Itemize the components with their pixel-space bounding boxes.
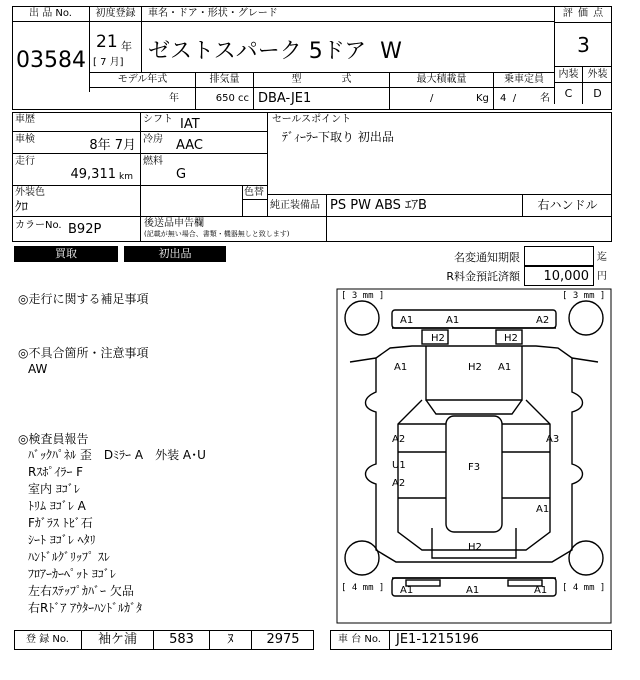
mark-front-bumper-center: A1	[446, 315, 460, 326]
inspector-label: ◎検査員報告	[18, 432, 89, 446]
first-reg-year-unit: 年	[121, 40, 132, 53]
hood	[426, 346, 522, 400]
inspector-line: 左右ｽﾃｯﾌﾟｶﾊﾞｰ 欠品	[28, 584, 134, 598]
capacity-value: 4 /	[500, 93, 517, 104]
capacity-label: 乗車定員	[504, 74, 544, 85]
shift-label: シフト	[143, 114, 173, 125]
exterior-grade: D	[583, 82, 612, 104]
mark-right-rear-door: A1	[536, 504, 550, 515]
equipment-label: 純正装備品	[270, 200, 320, 211]
inspection-label: 車検	[15, 134, 35, 145]
inspector-line: Rｽﾎﾟｲﾗｰ F	[28, 465, 84, 479]
ext-color-label: 外装色	[15, 187, 45, 198]
mark-front-bumper-right: A2	[536, 315, 550, 326]
mark-back-door: H2	[468, 542, 482, 553]
model-year-value: 年	[90, 88, 196, 110]
color-change-label: 色替	[244, 187, 264, 198]
mileage-unit: km	[119, 172, 133, 182]
defects-value: AW	[28, 362, 48, 376]
inspector-line: 室内 ﾖｺﾞﾚ	[28, 482, 80, 496]
chassis-label: 車 台 No.	[330, 630, 390, 650]
shift-value: IAT	[180, 117, 200, 132]
interior-label: 内装	[554, 66, 583, 82]
mark-headlight-right: H2	[504, 333, 518, 344]
mark-roof: F3	[468, 462, 481, 473]
exterior-label: 外装	[583, 66, 612, 82]
inspector-line: ﾊﾝﾄﾞﾙｸﾞﾘｯﾌﾟ ｽﾚ	[28, 550, 110, 564]
tyre-depth-top-left: [ 3 mm ]	[341, 291, 385, 301]
displacement-value: 650 cc	[196, 88, 254, 110]
docs-end-divider	[326, 216, 327, 242]
equipment-divider	[326, 194, 327, 216]
car-name: ゼストスパーク 5ドア W	[148, 39, 402, 64]
mileage-value: 49,311	[70, 167, 116, 182]
first-reg-label: 初度登録	[90, 6, 142, 22]
displacement-label: 排気量	[196, 73, 254, 88]
type-value: DBA-JE1	[254, 88, 390, 110]
inspector-lines	[28, 447, 318, 617]
driving-remarks-label: ◎走行に関する補足事項	[18, 292, 149, 306]
lot-label: 出 品 No.	[12, 6, 90, 22]
tyre-front-left-icon	[345, 301, 379, 335]
score-label: 評 価 点	[554, 6, 612, 22]
purchase-badge: 買取	[14, 246, 118, 262]
mark-headlight-left: H2	[431, 333, 445, 344]
reg-kana: ﾇ	[210, 630, 252, 650]
equipment-value: PS PW ABS ｴｱB	[330, 198, 427, 213]
inspector-line: ﾌﾛｱｰｶｰﾍﾟｯﾄ ﾖｺﾞﾚ	[28, 567, 116, 581]
reg-class: 583	[154, 630, 210, 650]
docs-divider	[140, 216, 141, 242]
handle-value: 右ハンドル	[537, 198, 598, 212]
mark-front-bumper-left: A1	[400, 315, 414, 326]
tyre-rear-right-icon	[569, 541, 603, 575]
inspector-line: ｼｰﾄ ﾖｺﾞﾚ ﾍﾀﾘ	[28, 533, 96, 547]
interior-grade: C	[554, 82, 583, 104]
max-load-unit: Kg	[476, 93, 489, 104]
first-reg-year: 21	[96, 32, 118, 52]
front-bumper	[392, 310, 556, 328]
mark-left-front-door: A2	[392, 434, 406, 445]
mark-left-front-fender: A1	[394, 362, 408, 373]
docs-note: (記載が無い場合、書類・機器無しと致します)	[144, 230, 290, 238]
max-load-value: /	[430, 93, 434, 104]
car-desc-label: 車名・ドア・形状・グレード	[142, 6, 554, 22]
recycle-value: 10,000	[524, 266, 594, 286]
color-no-row	[12, 216, 612, 242]
mark-hood-left: H2	[468, 362, 482, 373]
docs-label: 後送品申告欄	[144, 218, 204, 229]
capacity-unit: 名	[540, 93, 550, 104]
ac-value: AAC	[176, 138, 203, 153]
car-damage-diagram	[336, 288, 612, 624]
name-change-unit: 迄	[597, 252, 607, 263]
history-label: 車歴	[15, 114, 35, 125]
tyre-depth-top-right: [ 3 mm ]	[562, 291, 606, 301]
type-label: 型 式	[254, 73, 390, 88]
inspector-line: Fｶﾞﾗｽ ﾄﾋﾞ石	[28, 516, 93, 530]
inspector-line: ﾊﾞｯｸﾊﾟﾈﾙ 歪 Dﾐﾗｰ A 外装 A･U	[28, 448, 206, 462]
mark-right-front-door: A3	[546, 434, 560, 445]
name-change-box	[524, 246, 594, 266]
mark-rear-bumper-left: A1	[400, 585, 414, 596]
max-load-label: 最大積載量	[390, 73, 494, 88]
mark-left-rear-door-2: A2	[392, 478, 406, 489]
recycle-unit: 円	[597, 271, 607, 282]
name-change-label: 名変通知期限	[454, 251, 520, 264]
ext-color-value: ｸﾛ	[15, 200, 28, 215]
score: 3	[554, 22, 612, 66]
tyre-depth-bottom-right: [ 4 mm ]	[562, 583, 606, 593]
chassis-value: JE1-1215196	[396, 632, 479, 647]
ac-label: 冷房	[143, 134, 163, 145]
sales-point-value: ﾃﾞｨｰﾗｰ下取り 初出品	[282, 130, 394, 144]
fuel-label: 燃料	[143, 156, 163, 167]
model-year-label: モデル年式	[90, 73, 196, 88]
defects-label: ◎不具合箇所・注意事項	[18, 346, 149, 360]
tyre-depth-bottom-left: [ 4 mm ]	[341, 583, 385, 593]
first-reg-month: [ 7 月]	[93, 57, 124, 68]
color-no-value: B92P	[68, 222, 102, 237]
tyre-front-right-icon	[569, 301, 603, 335]
diagram-frame	[337, 289, 611, 623]
inspection-value: 8年 7月	[89, 138, 136, 153]
inspector-line: 右Rﾄﾞｱ ｱｳﾀｰﾊﾝﾄﾞﾙｶﾞﾀ	[28, 601, 143, 615]
reg-number: 2975	[266, 632, 300, 647]
fuel-value: G	[176, 167, 187, 182]
first-listing-badge: 初出品	[124, 246, 226, 262]
roof	[446, 416, 502, 532]
sales-point-label: セールスポイント	[272, 114, 352, 125]
mark-left-rear-door-1: U1	[392, 460, 406, 471]
windshield	[398, 400, 550, 550]
inspector-line: ﾄﾘﾑ ﾖｺﾞﾚ A	[28, 499, 86, 513]
mark-rear-bumper-center: A1	[466, 585, 480, 596]
reg-area: 袖ケ浦	[82, 630, 154, 650]
reg-no-label: 登 録 No.	[14, 630, 82, 650]
mark-rear-bumper-right: A1	[534, 585, 548, 596]
recycle-label: R料金預託済額	[446, 270, 520, 283]
lot-number: 03584	[16, 48, 86, 73]
mileage-label: 走行	[15, 156, 35, 167]
mark-hood-right: A1	[498, 362, 512, 373]
tyre-rear-left-icon	[345, 541, 379, 575]
color-no-label: カラーNo.	[15, 220, 62, 231]
